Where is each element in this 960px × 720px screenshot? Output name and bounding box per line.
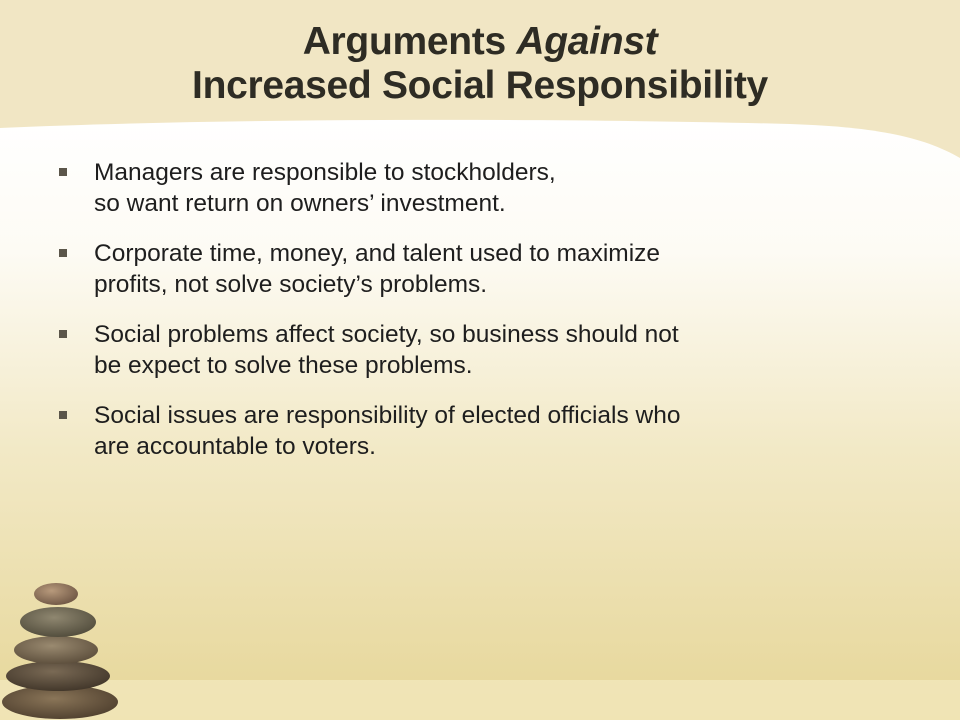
bullet-text: Social issues are responsibility of elected officials who are accountable to voters. <box>94 402 681 460</box>
title-emphasis: Against <box>516 20 658 63</box>
bullet-item <box>58 319 878 381</box>
bullet-text: Social problems affect society, so business should not be expect to solve these problems. <box>94 321 679 379</box>
square-bullet-icon <box>59 330 67 338</box>
bullet-item <box>58 400 878 462</box>
stacked-stones-icon <box>0 560 140 720</box>
square-bullet-icon <box>59 168 67 176</box>
bullet-list <box>58 157 878 481</box>
bullet-item <box>58 157 878 219</box>
bullet-text: Corporate time, money, and talent used to maximize profits, not solve society’s problems. <box>94 240 661 298</box>
title-line-2: Increased Social Responsibility <box>192 64 768 107</box>
bullet-item <box>58 238 878 300</box>
title-line-1 <box>0 20 960 64</box>
bullet-text: Managers are responsible to stockholders, so want return on owners’ investment. <box>94 159 556 217</box>
square-bullet-icon <box>59 411 67 419</box>
square-bullet-icon <box>59 249 67 257</box>
title-text-part: Arguments <box>302 20 517 63</box>
slide-title <box>0 20 960 108</box>
